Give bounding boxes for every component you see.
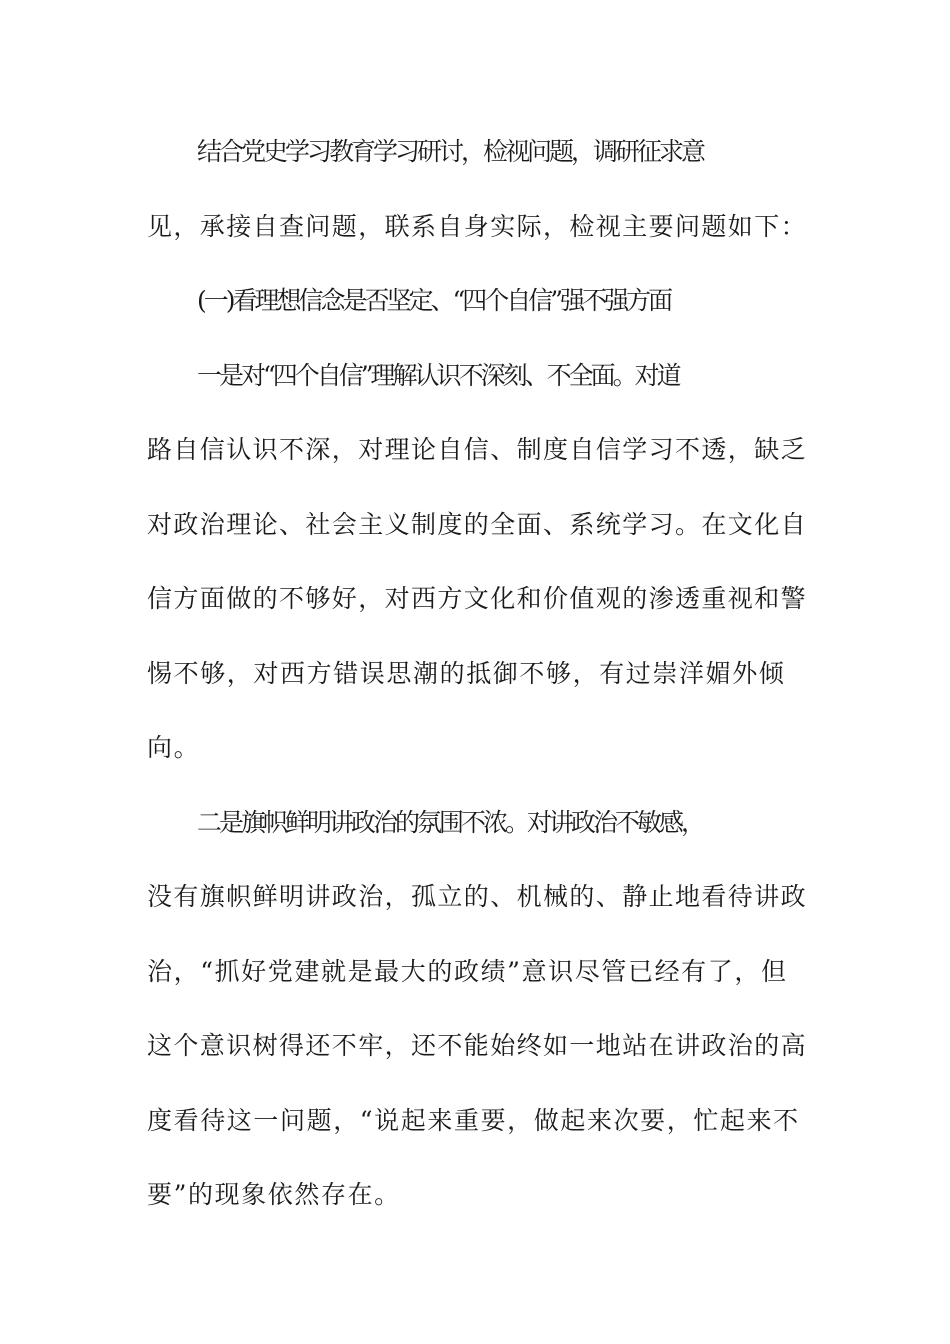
paragraph-intro-line: 结合党史学习教育学习研讨，检视问题，调研征求意 <box>197 137 704 166</box>
paragraph-point-2-line: 没有旗帜鲜明讲政治，孤立的、机械的、静止地看待讲政 <box>147 882 808 911</box>
paragraph-point-1-line: 信方面做的不够好，对西方文化和价值观的渗透重视和警 <box>147 584 808 613</box>
paragraph-intro-line: 见，承接自查问题，联系自身实际，检视主要问题如下： <box>147 212 808 241</box>
paragraph-point-2-line: 度看待这一问题，“说起来重要，做起来次要，忙起来不 <box>147 1106 800 1135</box>
paragraph-point-2-line: 治，“抓好党建就是最大的政绩”意识尽管已经有了，但 <box>147 957 788 986</box>
paragraph-point-1-line: 惕不够，对西方错误思潮的抵御不够，有过崇洋媚外倾 <box>147 659 786 688</box>
paragraph-point-2-line: 要”的现象依然存在。 <box>147 1180 401 1209</box>
section-heading: (一)看理想信念是否坚定、“四个自信”强不强方面 <box>197 286 671 315</box>
paragraph-point-1-line: 路自信认识不深，对理论自信、制度自信学习不透，缺乏 <box>147 435 808 464</box>
paragraph-point-2-line: 二是旗帜鲜明讲政治的氛围不浓。对讲政治不敏感， <box>197 808 704 837</box>
paragraph-point-1-line: 向。 <box>147 733 201 762</box>
paragraph-point-1-line: 一是对“四个自信”理解认识不深刻、不全面。对道 <box>197 361 679 390</box>
paragraph-point-1-line: 对政治理论、社会主义制度的全面、系统学习。在文化自 <box>147 510 808 539</box>
paragraph-point-2-line: 这个意识树得还不牢，还不能始终如一地站在讲政治的高 <box>147 1031 808 1060</box>
